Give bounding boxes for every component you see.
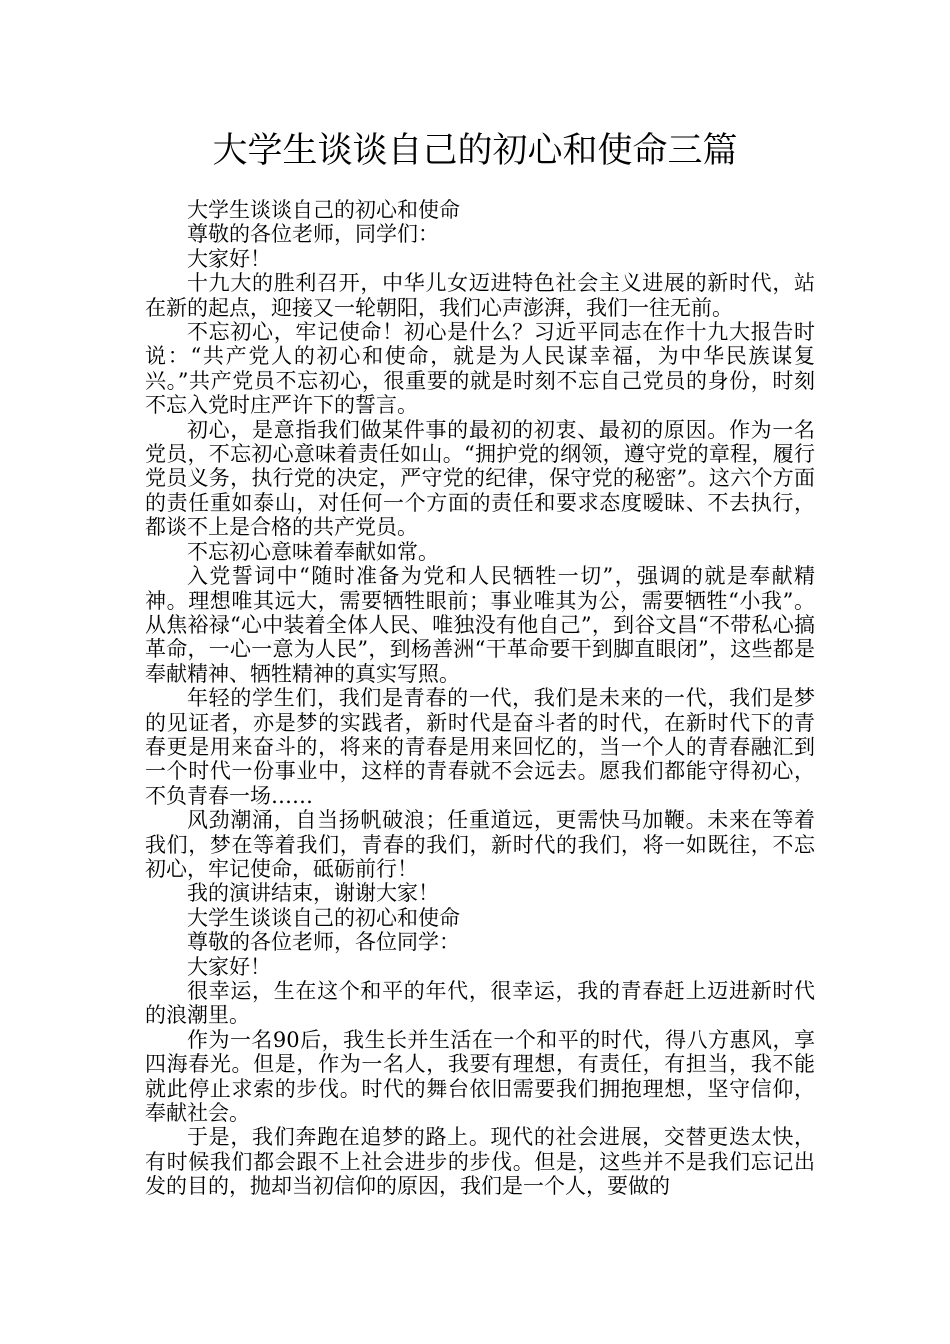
paragraph: 年轻的学生们，我们是青春的一代，我们是未来的一代，我们是梦的见证者，亦是梦的实践者，新时代是奋斗者的时代，在新时代下的青春更是用来奋斗的，将来的青春是用来回忆的，当一个人的青春融汇到一个时代一份事业中，这样的青春就不会远去。愿我们都能守得初心，不负青春一场……	[145, 686, 815, 808]
paragraph: 作为一名90后，我生长并生活在一个和平的时代，得八方惠风，享四海春光。但是，作为一名人，我要有理想，有责任，有担当，我不能就此停止求索的步伐。时代的舞台依旧需要我们拥抱理想，坚守信仰，奉献社会。	[145, 1027, 815, 1126]
closing-line: 我的演讲结束，谢谢大家！	[187, 881, 439, 906]
paragraph: 不忘初心，牢记使命！初心是什么？习近平同志在作十九大报告时说：“共产党人的初心和使命，就是为人民谋幸福，为中华民族谋复兴。”共产党员不忘初心，很重要的就是时刻不忘自己党员的身份，时刻不忘入党时庄严许下的誓言。	[145, 320, 815, 418]
paragraph: 入党誓词中“随时准备为党和人民牺牲一切”，强调的就是奉献精神。理想唯其远大，需要牺牲眼前；事业唯其为公，需要牺牲“小我”。从焦裕禄“心中装着全体人民、唯独没有他自己”，到谷文昌“不带私心搞革命，一心一意为人民”，到杨善洲“干革命要干到脚直眼闭”，这些都是奉献精神、牺牲精神的真实写照。	[145, 564, 815, 686]
paragraph: 初心，是意指我们做某件事的最初的初衷、最初的原因。作为一名党员，不忘初心意味着责任如山。“拥护党的纲领，遵守党的章程，履行党员义务，执行党的决定，严守党的纪律，保守党的秘密”。这六个方面的责任重如泰山，对任何一个方面的责任和要求态度暧昧、不去执行，都谈不上是合格的共产党员。	[145, 417, 815, 540]
paragraph: 十九大的胜利召开，中华儿女迈进特色社会主义进展的新时代，站在新的起点，迎接又一轮朝阳，我们心声澎湃，我们一往无前。	[145, 271, 815, 320]
document-title: 大学生谈谈自己的初心和使命三篇	[212, 131, 738, 171]
paragraph: 于是，我们奔跑在追梦的路上。现代的社会进展，交替更迭太快，有时候我们都会跟不上社会进步的步伐。但是，这些并不是我们忘记出发的目的，抛却当初信仰的原因，我们是一个人，要做的	[145, 1125, 815, 1199]
paragraph: 很幸运，生在这个和平的年代，很幸运，我的青春赶上迈进新时代的浪潮里。	[145, 979, 815, 1028]
paragraph: 风劲潮涌，自当扬帆破浪；任重道远，更需快马加鞭。未来在等着我们，梦在等着我们，青春的我们，新时代的我们，将一如既往，不忘初心，牢记使命，砥砺前行！	[145, 808, 815, 881]
paragraph: 不忘初心意味着奉献如常。	[187, 539, 439, 564]
salutation: 尊敬的各位老师，同学们：	[187, 222, 439, 247]
greeting: 大家好！	[187, 246, 271, 271]
section-heading: 大学生谈谈自己的初心和使命	[187, 905, 460, 930]
section-heading: 大学生谈谈自己的初心和使命	[187, 198, 460, 222]
document-body	[145, 198, 815, 1199]
salutation: 尊敬的各位老师，各位同学：	[187, 930, 460, 955]
greeting: 大家好！	[187, 954, 271, 979]
